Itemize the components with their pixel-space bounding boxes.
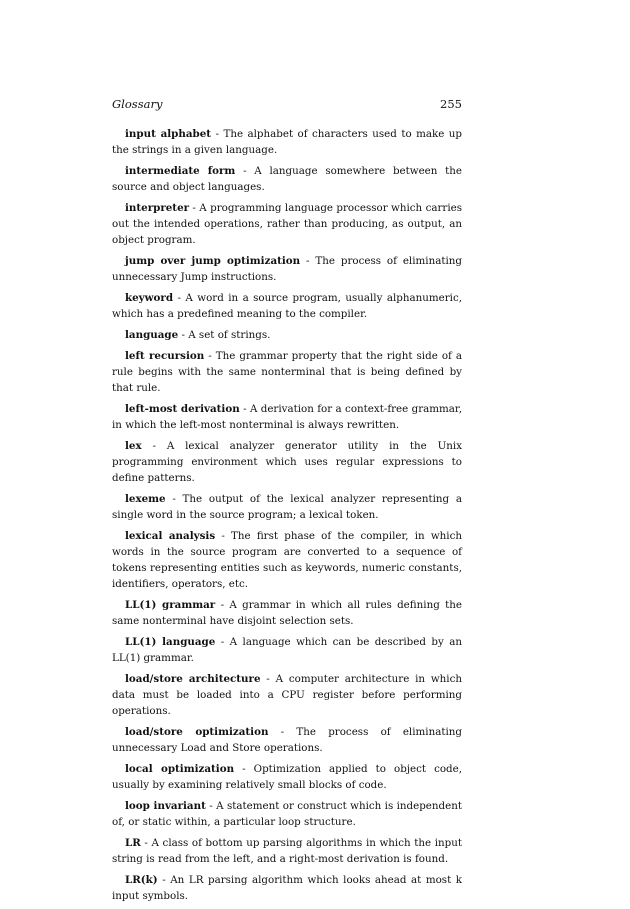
glossary-definition: A language somewhere between the source and object languages. [112,165,462,193]
glossary-entry: input alphabet - The alphabet of characters used to make up the strings in a given language. [112,128,463,156]
glossary-term: load/store architecture [125,673,261,685]
glossary-entry: LL(1) grammar - A grammar in which all rules defining the same nonterminal have disjoint selection sets. [112,599,462,627]
glossary-term: lexeme [125,493,166,505]
glossary-entry: LL(1) language - A language which can be described by an LL(1) grammar. [112,636,462,664]
glossary-definition: The process of eliminating unnecessary Jump instructions. [112,255,462,283]
glossary-definition: Optimization applied to object code, usually by examining relatively small blocks of code. [112,763,462,791]
glossary-term: LR(k) [125,874,158,886]
glossary-term: left recursion [125,350,205,362]
glossary-term: LL(1) grammar [125,599,216,611]
glossary-definition: A word in a source program, usually alphanumeric, which has a predefined meaning to the compiler. [112,292,463,320]
glossary-entry: jump over jump optimization - The process of eliminating unnecessary Jump instructions. [112,255,462,283]
glossary-term: language [125,329,179,341]
glossary-term: lex [125,440,142,452]
glossary-entry: LR(k) - An LR parsing algorithm which looks ahead at most k input symbols. [112,874,463,902]
glossary-definition: An LR parsing algorithm which looks ahead at most k input symbols. [112,874,463,902]
glossary-term: loop invariant [125,800,206,812]
glossary-entry: lexeme - The output of the lexical analyzer representing a single word in the source program; a lexical token. [112,493,462,521]
glossary-entry: intermediate form - A language somewhere between the source and object languages. [112,165,462,193]
glossary-term: jump over jump optimization [125,255,301,267]
running-head-title: Glossary [112,97,163,111]
glossary-term: input alphabet [125,128,212,140]
page-number: 255 [440,97,462,111]
glossary-term: intermediate form [125,165,236,177]
glossary-entry: load/store optimization - The process of eliminating unnecessary Load and Store operations. [112,726,462,754]
glossary-definition: The first phase of the compiler, in which words in the source program are converted to a sequence of tokens representing entities such as keywords, numeric constants, identifiers, operators, etc. [112,530,462,590]
glossary-entry: loop invariant - A statement or construct which is independent of, or static within, a particular loop structure. [112,800,462,828]
glossary-definition: A programming language processor which carries out the intended operations, rather than producing, as output, an object program. [112,202,462,246]
glossary-definition: The process of eliminating unnecessary Load and Store operations. [112,726,462,754]
glossary-entry: left recursion - The grammar property that the right side of a rule begins with the same nonterminal that is being defined by that rule. [112,350,462,394]
glossary-entry: load/store architecture - A computer architecture in which data must be loaded into a CPU register before performing operations. [112,673,462,717]
glossary-term: LL(1) language [125,636,216,648]
glossary-definition: The output of the lexical analyzer representing a single word in the source program; a lexical token. [112,493,462,521]
glossary-entry: lexical analysis - The first phase of the compiler, in which words in the source program are converted to a sequence of tokens representing entities such as keywords, numeric constants, identifiers, operators, etc. [112,530,462,590]
glossary-definition: A statement or construct which is independent of, or static within, a particular loop structure. [112,800,462,828]
running-head [112,96,462,112]
glossary-term: interpreter [125,202,190,214]
glossary-definition: The alphabet of characters used to make up the strings in a given language. [112,128,463,156]
glossary-entry: lex - A lexical analyzer generator utility in the Unix programming environment which uses regular expressions to define patterns. [112,440,462,484]
glossary-entry: LR - A class of bottom up parsing algorithms in which the input string is read from the left, and a right-most derivation is found. [112,837,462,865]
glossary-entry: local optimization - Optimization applied to object code, usually by examining relatively small blocks of code. [112,763,462,791]
glossary-definition: The grammar property that the right side of a rule begins with the same nonterminal that is being defined by that rule. [112,350,462,394]
glossary-entry: interpreter - A programming language processor which carries out the intended operations, rather than producing, as output, an object program. [112,202,462,246]
glossary-entry: left-most derivation - A derivation for a context-free grammar, in which the left-most nonterminal is always rewritten. [112,403,462,431]
glossary-definition: A computer architecture in which data must be loaded into a CPU register before performing operations. [112,673,462,717]
glossary-entry: language - A set of strings. [125,329,271,341]
glossary-definition: A set of strings. [188,329,271,341]
glossary-term: keyword [125,292,174,304]
glossary-definition: A grammar in which all rules defining the same nonterminal have disjoint selection sets. [112,599,462,627]
glossary-definition: A language which can be described by an LL(1) grammar. [112,636,462,664]
glossary-term: local optimization [125,763,235,775]
glossary-definition: A class of bottom up parsing algorithms in which the input string is read from the left, and a right-most derivation is found. [112,837,462,865]
glossary-term: LR [125,837,141,849]
glossary-entries [112,126,462,909]
glossary-term: lexical analysis [125,530,216,542]
glossary-term: load/store optimization [125,726,269,738]
glossary-term: left-most derivation [125,403,240,415]
glossary-entry: keyword - A word in a source program, usually alphanumeric, which has a predefined meaning to the compiler. [112,292,463,320]
glossary-definition: A derivation for a context-free grammar, in which the left-most nonterminal is always rewritten. [112,403,462,431]
glossary-definition: A lexical analyzer generator utility in the Unix programming environment which uses regular expressions to define patterns. [112,440,462,484]
